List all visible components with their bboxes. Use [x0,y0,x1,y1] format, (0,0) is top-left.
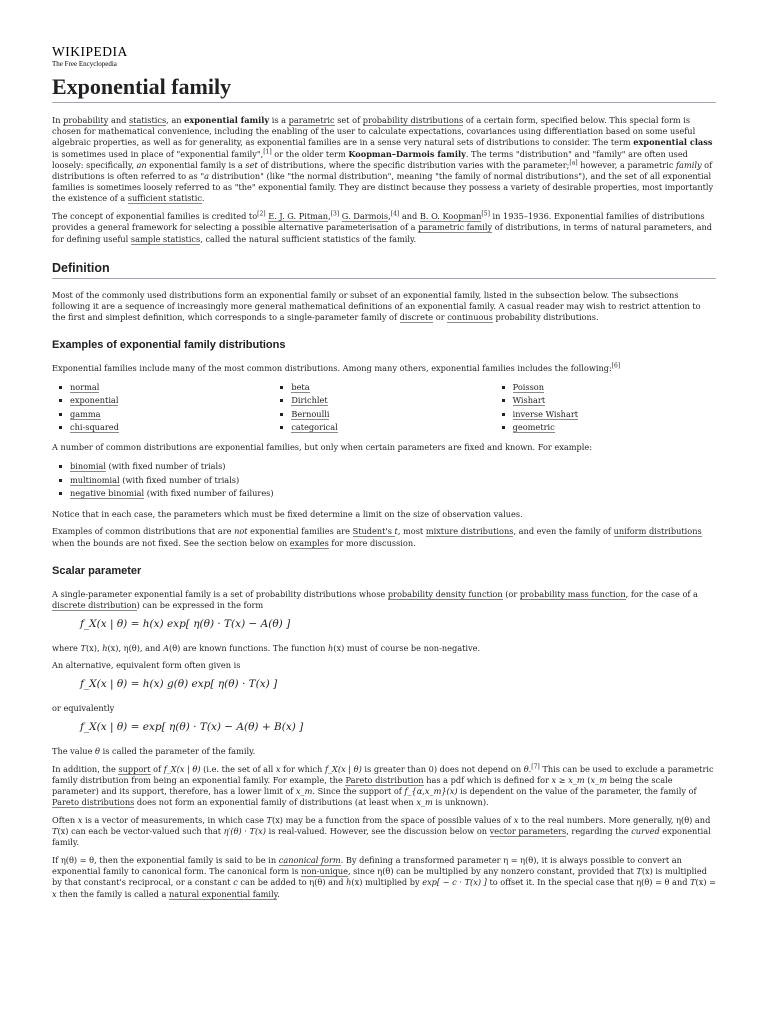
distribution-link[interactable]: exponential [70,395,119,406]
text-run: is dependent on the value of the parameter, the family of [457,785,697,796]
text-run: then the family is called a [56,888,169,899]
wiki-link[interactable]: probability density function [387,588,503,599]
text-run: can be added to η(θ) and [237,877,347,888]
wiki-link[interactable]: sample statistics [130,233,201,244]
text-run: This can be used to exclude a parametric family distribution from being an exponential family. For example, the [52,763,714,785]
text-run: , an [166,115,185,125]
wiki-link[interactable]: continuous [447,312,493,323]
text-run: or equivalently [52,703,115,714]
italic-text: x [52,888,57,899]
text-run: or the older term [271,148,349,159]
distribution-link[interactable]: normal [70,382,100,393]
text-run: set of [334,115,363,125]
wiki-link[interactable]: vector parameters [489,826,567,837]
section-heading-definition: Definition [52,261,716,279]
distribution-link[interactable]: beta [291,382,310,393]
list-item: negative binomial (with fixed number of failures) [70,487,716,501]
not-exponential-paragraph [52,526,716,548]
text-run: is sometimes used in place of "exponential family", [52,148,264,159]
text-run: where [52,642,81,653]
citation-ref[interactable]: [3] [330,210,340,218]
text-run: distribution" (like "the normal distribution", meaning "the family of normal distributions"), and the set of all exponential families is sometimes loosely referred to as "the" exponential family. They are distinct because they possess a variety of desirable properties, most importantly the existence of a [52,171,714,204]
text-run: . [528,763,532,774]
examples-intro [52,363,716,374]
italic-text: f_X(x | θ) [163,763,201,774]
italic-text: x_m [416,797,433,808]
subsection-heading-scalar: Scalar parameter [52,564,142,577]
text-run: for which [280,763,325,774]
italic-text: x_m [590,774,607,785]
text-run: . [277,888,280,899]
text-run: or [433,312,448,323]
italic-text: family [676,159,702,170]
text-run: Most of the commonly used distributions form an exponential family or subset of an exponential family, listed in the subsection below. The subsections following it are a sequence of increasingly more general mathematical definitions of an exponential family. A casual reader may wish to restrict attention to the first and simplest definition, which corresponds to a single-parameter family of [52,289,701,323]
text-run: . Since the support of [312,785,405,796]
text-run: . The terms "distribution" and "family" are often used loosely: specifically, [52,148,688,170]
logo-tagline: The Free Encyclopedia [52,60,117,68]
text-run: is a vector of measurements, in which case [82,814,267,825]
wiki-link[interactable]: non-unique [301,866,348,877]
text-run: (i.e. the set of all [200,763,276,774]
italic-text: x [275,763,281,774]
wiki-link[interactable]: E. J. G. Pitman [268,211,329,222]
list-item [291,394,494,407]
distribution-link[interactable]: Dirichlet [291,395,328,406]
wiki-link[interactable]: Pareto distribution [345,774,424,785]
italic-text: T [52,826,58,837]
text-run: (θ) are known functions. The function [169,642,328,653]
italic-text: an [136,159,147,170]
text-run: probability distributions. [492,312,599,323]
italic-text: x [77,814,83,825]
text-run: , called the natural sufficient statistics of the family. [200,233,417,244]
wiki-link[interactable]: sufficient statistic [127,193,202,204]
italic-text: T [266,814,272,825]
italic-text: x [513,814,519,825]
vector-paragraph [52,815,716,849]
text-run: Exponential families include many of the most common distributions. Among many others, exponential families includes the following: [52,363,612,374]
equation-1: f_X(x | θ) = h(x) exp[ η(θ) · T(x) − A(θ) ] [80,617,291,630]
list-item [291,381,494,394]
alternative-paragraph [52,660,716,671]
italic-text: not [234,526,248,537]
equation-2: f_X(x | θ) = h(x) g(θ) exp[ η(θ) · T(x) ] [80,678,278,691]
text-run: in 1935–1936. Exponential families of distributions provides a general framework for selecting a possible alternative parameterisation of a [52,211,705,233]
text-run: (x) may be a function from the space of possible values of [272,814,514,825]
text-run: to the real numbers. More generally, η(θ) and [518,814,711,825]
text-run: , most [397,526,426,537]
text-run: is unknown). [432,797,489,808]
citation-ref[interactable]: [4] [390,210,400,218]
list-item [513,381,716,394]
definition-paragraph [52,290,716,324]
citation-ref[interactable]: [6] [611,362,621,370]
list-item [70,421,273,434]
fixed-parameter-list [52,460,716,501]
text-run: has a pdf which is defined for [423,774,552,785]
wiki-link[interactable]: B. O. Koopman [419,211,482,222]
wiki-link[interactable]: Student's [352,526,395,537]
text-run: , [388,211,391,222]
text-run: An alternative, equivalent form often given is [52,660,241,671]
wiki-link[interactable]: G. Darmois [341,211,389,222]
lead-paragraph-1 [52,115,716,205]
wiki-link[interactable]: probability distributions [362,115,464,125]
list-item [70,381,273,394]
text-run: exponential family is a [146,159,246,170]
text-run: of [150,763,164,774]
italic-text: θ [95,745,100,756]
list-item [291,408,494,421]
citation-ref[interactable]: [1] [263,147,272,155]
fixed-link[interactable]: negative binomial [70,488,145,499]
wiki-link[interactable]: probability mass function [519,588,626,599]
bold-term: exponential class [633,137,713,148]
text-run: (x) must of course be non-negative. [333,642,481,653]
italic-text: T [690,877,696,888]
italic-text: A [163,642,170,653]
text-run: of distributions, where the specific distribution varies with the parameter; [257,159,570,170]
text-run: (x), [85,642,103,653]
italic-text: h [327,642,334,653]
text-run: (x) can each be vector-valued such that [57,826,224,837]
list-item [70,408,273,421]
wiki-link[interactable]: examples [289,537,329,548]
text-run: to offset it. In the special case that η(θ) = θ and [486,877,691,888]
parameter-paragraph [52,746,716,757]
page-title: Exponential family [52,74,716,103]
distribution-link[interactable]: Poisson [512,382,544,393]
italic-text: θ [523,763,529,774]
wiki-link[interactable]: mixture distributions [425,526,514,537]
text-run: If η(θ) = θ, then the exponential family is said to be in [52,854,279,865]
text-run: is a [269,115,289,125]
notice-paragraph: Notice that in each case, the parameters which must be fixed determine a limit on the size of observation values. [52,508,523,519]
bold-term: Koopman–Darmois family [348,148,466,159]
text-run: . [201,193,205,204]
citation-ref[interactable]: [a] [569,159,578,167]
canonical-paragraph [52,855,716,900]
wiki-link[interactable]: probability [63,115,109,125]
distribution-link[interactable]: categorical [291,421,338,432]
support-paragraph [52,764,716,809]
distribution-link[interactable]: Bernoulli [291,408,330,419]
distribution-link[interactable]: geometric [512,421,555,432]
fixed-intro: A number of common distributions are exponential families, but only when certain parameters are fixed and known. For example: [52,442,592,453]
italic-text: x_m [295,785,313,796]
text-run: , for the case of a [625,588,698,599]
italic-text: c [233,877,238,888]
distribution-column-3 [495,381,716,434]
text-run: and [108,115,129,125]
wiki-link[interactable]: parametric family [418,222,493,233]
text-run: however, a parametric [577,159,677,170]
text-run: , and even the family of [513,526,614,537]
list-item [513,408,716,421]
equation-3: f_X(x | θ) = exp[ η(θ) · T(x) − A(θ) + B(x) ] [80,720,304,733]
text-run: (x) = [695,877,716,888]
text-run: and [399,211,420,222]
fixed-link[interactable]: binomial [70,460,106,471]
citation-ref[interactable]: [2] [257,210,266,218]
subsection-heading-examples: Examples of exponential family distributions [52,339,286,352]
italic-text: η′(θ) · T(x) [223,826,266,837]
fixed-link[interactable]: multinomial [70,474,120,485]
text-run: being the scale parameter) and its support, therefore, has a lower limit of [52,774,673,796]
distribution-link[interactable]: gamma [70,408,101,419]
text-run: does not form an exponential family of distributions (at least when [134,797,417,808]
list-item [291,421,494,434]
italic-text: a [204,171,210,182]
distribution-link[interactable]: inverse Wishart [512,408,579,419]
italic-text: T [636,866,642,877]
distribution-column-1 [52,381,273,434]
italic-text: T [80,642,86,653]
italic-text: x ≥ x_m [551,774,585,785]
text-run: ) can be expressed in the form [136,600,264,611]
text-run: , regarding the [566,826,632,837]
text-run: (x) multiplied by [351,877,423,888]
where-paragraph [52,643,716,654]
text-run: The value [52,745,96,756]
text-run: is greater than 0) does not depend on [361,763,524,774]
logo-wordmark: WIKIPEDIA [52,44,128,59]
text-run: , [328,211,331,222]
text-run: , since η(θ) can be multiplied by any nonzero constant, provided that [347,866,637,877]
wikipedia-logo[interactable] [52,44,716,74]
wiki-link[interactable]: discrete distribution [52,600,137,611]
citation-ref[interactable]: [7] [531,762,540,770]
wiki-link[interactable]: statistics [128,115,167,125]
text-run: of distributions, in terms of natural parameters, and for defining useful [52,222,713,244]
text-run: (x), η(θ), and [107,642,164,653]
italic-text: curved [631,826,660,837]
text-run: In addition, the [52,763,119,774]
scalar-paragraph [52,589,716,611]
italic-text: set [245,159,258,170]
italic-text: h [102,642,108,653]
text-run: is called the parameter of the family. [99,745,256,756]
distribution-link[interactable]: Wishart [512,395,546,406]
article [52,44,716,906]
italic-text: f_X(x | θ) [324,763,362,774]
citation-ref[interactable]: [5] [481,210,490,218]
wiki-link[interactable]: support [118,763,151,774]
text-run: ( [584,774,591,785]
distribution-column-2 [273,381,494,434]
text-run: Often [52,814,78,825]
wiki-link[interactable]: Pareto distributions [52,797,135,808]
list-item [70,394,273,407]
wiki-link[interactable]: discrete [399,312,434,323]
distribution-link[interactable]: chi-squared [70,421,119,432]
bold-term: exponential family [184,115,270,125]
text-run: A single-parameter exponential family is a set of probability distributions whose [52,588,388,599]
italic-text: t [394,526,398,537]
wiki-link[interactable]: uniform distributions [613,526,702,537]
text-run: of distributions is often referred to as " [52,159,713,182]
text-run: exponential family. [52,826,711,848]
text-run: is real-valued. However, see the discussion below on [265,826,490,837]
wiki-link[interactable]: natural exponential family [168,888,278,899]
text-run: for more discussion. [328,537,416,548]
text-run: exponential families are [247,526,353,537]
list-item: multinomial (with fixed number of trials) [70,474,716,488]
wiki-link[interactable]: parametric [288,115,335,125]
text-run: when the bounds are not fixed. See the section below on [52,537,290,548]
distribution-list [52,381,716,434]
text-run: The concept of exponential families is credited to [52,211,258,222]
text-run: of a certain form, specified below. This special form is chosen for mathematical convenience, including the enabling of the user to calculate expectations, covariances using differentiation based on some useful algebraic properties, as well as for generality, as exponential families are in a sense very natural sets of distributions to consider. The term [52,115,696,148]
text-run: . By defining a transformed parameter η = η(θ), it is always possible to convert an exponential family to canonical form. The canonical form is [52,854,682,877]
text-run: (or [502,588,520,599]
italic-text: f_{α,x_m}(x) [404,785,458,796]
text-run: (x) is multiplied by that constant's reciprocal, or a constant [52,866,707,888]
equivalently-paragraph [52,703,716,714]
italic-text: exp[ − c · T(x) ] [422,877,487,888]
lead-paragraph-2 [52,211,716,245]
text-run: In [52,115,64,125]
italic-text: h [346,877,352,888]
list-item [513,421,716,434]
text-run: Examples of common distributions that are [52,526,235,537]
wiki-link[interactable]: canonical form [278,854,341,865]
list-item: binomial (with fixed number of trials) [70,460,716,474]
list-item [513,394,716,407]
